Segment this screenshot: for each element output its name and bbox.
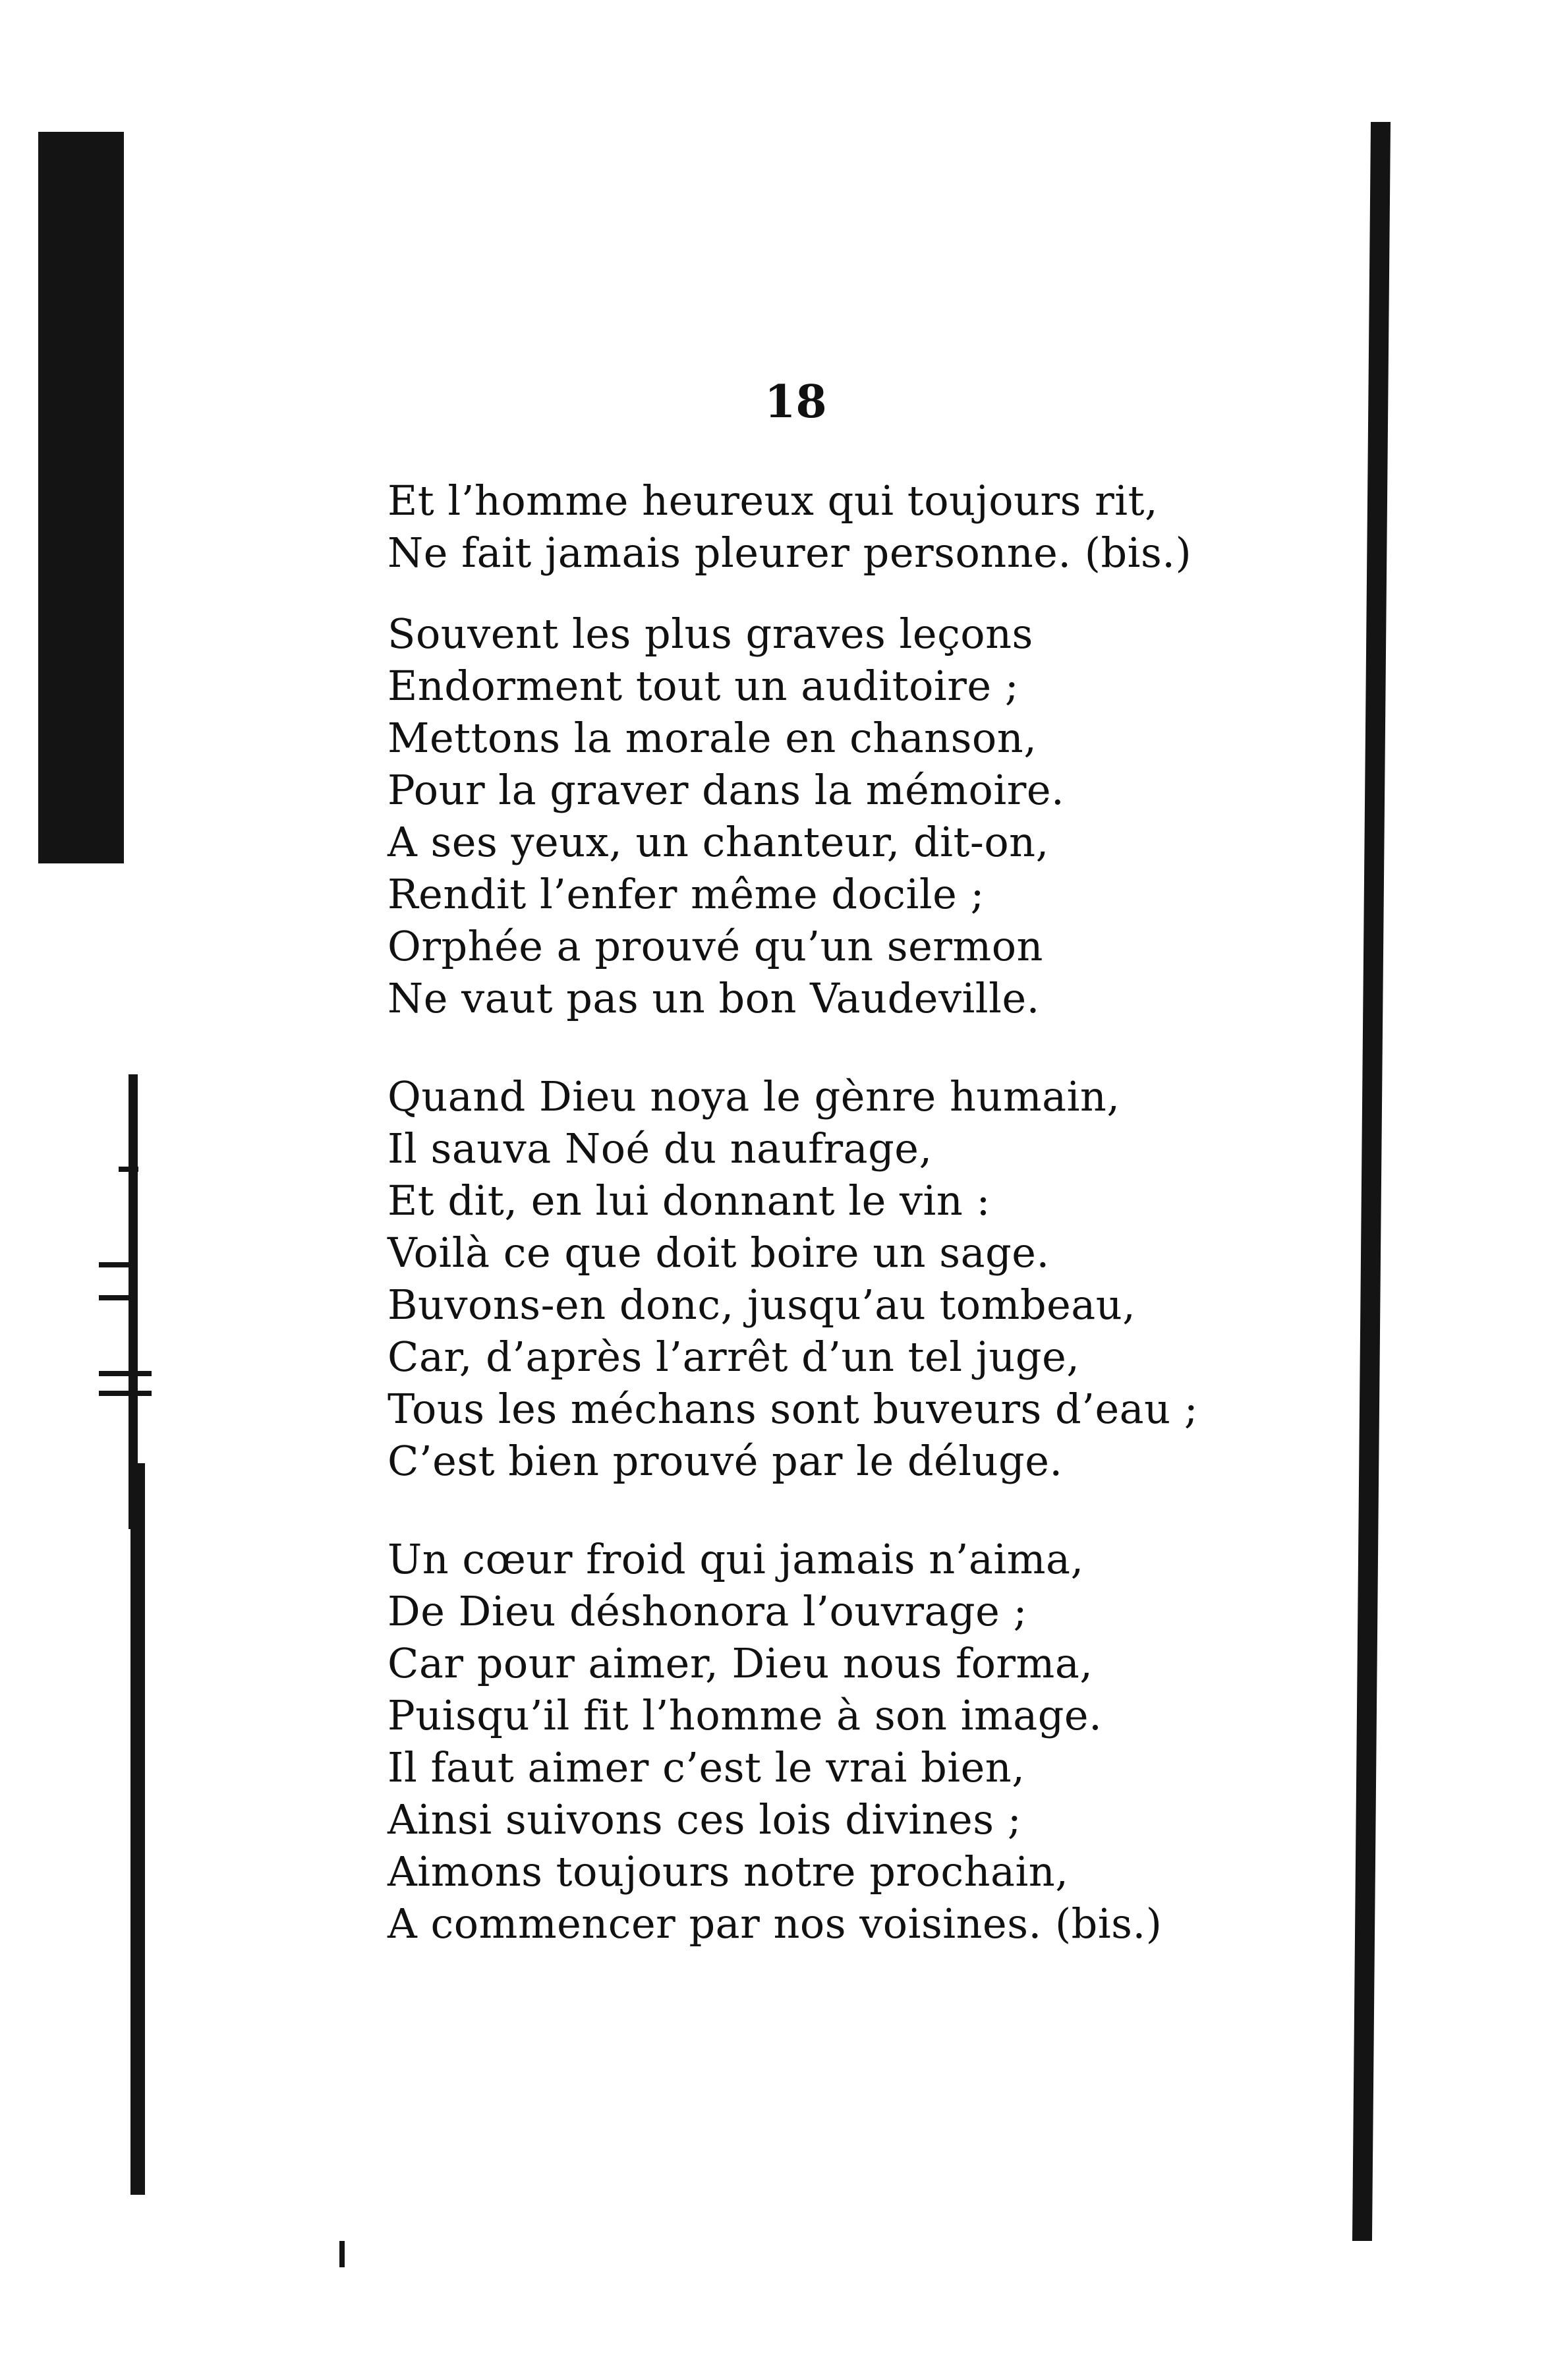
scan-edge-left	[38, 132, 124, 863]
verse-line: Et l’homme heureux qui toujours rit,	[388, 477, 1159, 525]
scan-notch	[99, 1295, 132, 1300]
scan-notch	[339, 2241, 345, 2267]
scan-notch	[99, 1391, 152, 1396]
verse-line: Car, d’après l’arrêt d’un tel juge,	[388, 1333, 1080, 1381]
verse-line: Endorment tout un auditoire ;	[388, 662, 1019, 710]
verse-line: A ses yeux, un chanteur, dit-on,	[388, 818, 1049, 866]
verse-line: Car pour aimer, Dieu nous forma,	[388, 1639, 1093, 1687]
verse-line: Ainsi suivons ces lois divines ;	[388, 1795, 1022, 1843]
verse-line: Buvons-en donc, jusqu’au tombeau,	[388, 1281, 1136, 1329]
verse-line: C’est bien prouvé par le déluge.	[388, 1437, 1063, 1485]
verse-line: Pour la graver dans la mémoire.	[388, 766, 1065, 814]
verse-line: A commencer par nos voisines. (bis.)	[388, 1900, 1162, 1948]
poem-text	[388, 475, 1323, 1950]
verse-line: Il faut aimer c’est le vrai bien,	[388, 1743, 1025, 1791]
verse-line: Puisqu’il fit l’homme à son image.	[388, 1691, 1103, 1739]
scan-notch	[99, 1371, 152, 1376]
scan-edge-right	[1352, 122, 1391, 2241]
stanza	[388, 608, 1323, 1024]
verse-line: Rendit l’enfer même docile ;	[388, 870, 985, 918]
stanza	[388, 1533, 1323, 1950]
scan-notch	[119, 1167, 138, 1172]
stanza	[388, 475, 1323, 579]
scan-edge-left-lower	[130, 1463, 145, 2195]
verse-line: Ne fait jamais pleurer personne. (bis.)	[388, 529, 1192, 577]
verse-line: Il sauva Noé du naufrage,	[388, 1124, 933, 1173]
verse-line: Souvent les plus graves leçons	[388, 610, 1033, 658]
verse-line: Et dit, en lui donnant le vin :	[388, 1176, 990, 1225]
scan-notch	[99, 1262, 132, 1267]
verse-line: Tous les méchans sont buveurs d’eau ;	[388, 1385, 1199, 1433]
verse-line: Mettons la morale en chanson,	[388, 714, 1037, 762]
verse-line: Un cœur froid qui jamais n’aima,	[388, 1535, 1084, 1583]
verse-line: Aimons toujours notre prochain,	[388, 1847, 1069, 1896]
page-number: 18	[764, 376, 827, 428]
scan-edge-left-thin	[129, 1074, 138, 1529]
verse-line: Voilà ce que doit boire un sage.	[388, 1229, 1050, 1277]
verse-line: Ne vaut pas un bon Vaudeville.	[388, 974, 1040, 1022]
stanza	[388, 1070, 1323, 1487]
verse-line: De Dieu déshonora l’ouvrage ;	[388, 1587, 1027, 1635]
verse-line: Orphée a prouvé qu’un sermon	[388, 922, 1043, 970]
verse-line: Quand Dieu noya le gènre humain,	[388, 1072, 1120, 1120]
